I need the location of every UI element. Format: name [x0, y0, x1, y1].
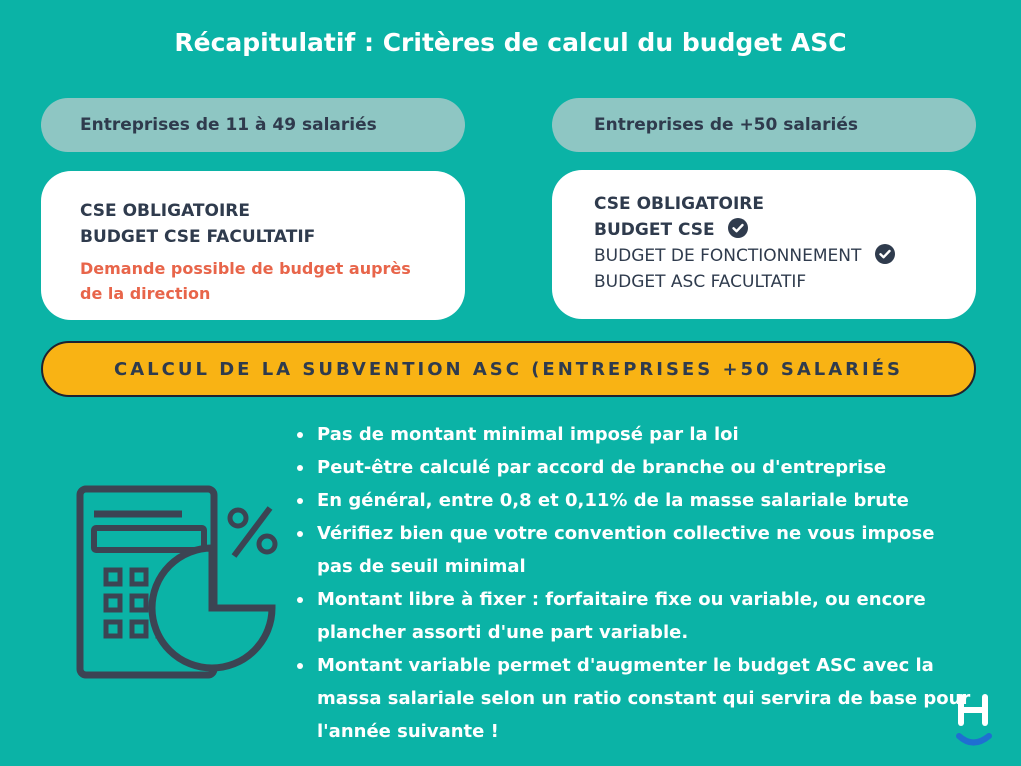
card-line: BUDGET DE FONCTIONNEMENT: [594, 246, 862, 266]
card-line: BUDGET ASC FACULTATIF: [594, 272, 807, 292]
list-item: Montant variable permet d'augmenter le budget ASC avec la massa salariale selon un ratio constant qui servira de base pour l'année suivante !: [293, 649, 973, 748]
card-large-companies: [552, 170, 976, 319]
list-item: Montant libre à fixer : forfaitaire fixe ou variable, ou encore plancher assorti d'une part variable.: [293, 583, 973, 649]
card-line: CSE OBLIGATOIRE: [80, 201, 250, 221]
brand-logo-icon: [951, 691, 997, 755]
list-item: Peut-être calculé par accord de branche ou d'entreprise: [293, 451, 973, 484]
check-circle-icon: [875, 244, 895, 264]
card-line-row: [594, 243, 946, 269]
check-circle-icon: [728, 218, 748, 238]
list-item: Vérifiez bien que votre convention collective ne vous impose pas de seuil minimal: [293, 517, 973, 583]
card-line: BUDGET CSE FACULTATIF: [80, 227, 316, 247]
note-line: de la direction: [80, 284, 211, 303]
calculator-percent-icon: [74, 484, 284, 688]
list-item: En général, entre 0,8 et 0,11% de la masse salariale brute: [293, 484, 973, 517]
header-small-companies: Entreprises de 11 à 49 salariés: [41, 98, 465, 152]
card-line: BUDGET CSE: [594, 220, 715, 240]
card-small-companies: [41, 171, 465, 320]
note-line: Demande possible de budget auprès: [80, 259, 411, 278]
card-line-row: [594, 217, 946, 243]
list-item: Pas de montant minimal imposé par la loi: [293, 418, 973, 451]
page-title: Récapitulatif : Critères de calcul du budget ASC: [174, 28, 847, 57]
card-line: CSE OBLIGATOIRE: [594, 194, 764, 214]
subsidy-banner: CALCUL DE LA SUBVENTION ASC (ENTREPRISES +50 SALARIÉS: [41, 341, 976, 397]
header-large-companies: Entreprises de +50 salariés: [552, 98, 976, 152]
criteria-list: [293, 418, 973, 748]
direction-note: [80, 256, 435, 306]
